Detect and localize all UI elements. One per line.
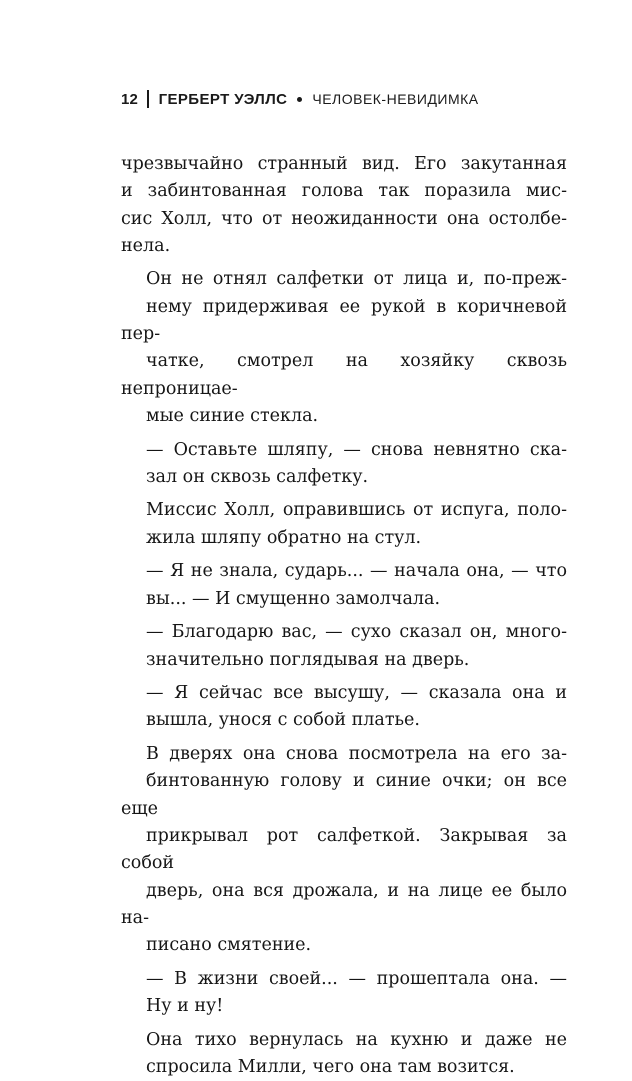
- text-line: и забинтованная голова так поразила мис-: [121, 181, 567, 202]
- paragraph: [121, 437, 567, 492]
- paragraph: [121, 1027, 567, 1081]
- text-line: Он не отнял салфетки от лица и, по-преж-: [146, 269, 567, 290]
- paragraph: [121, 151, 567, 260]
- author-name: ГЕРБЕРТ УЭЛЛС: [158, 90, 288, 108]
- text-line: мые синие стекла.: [146, 405, 319, 426]
- text-line: чрезвычайно странный вид. Его закутанная: [121, 154, 567, 174]
- paragraph: [121, 680, 567, 735]
- text-line: зал он сквозь салфетку.: [146, 466, 369, 487]
- text-line: Ну и ну!: [146, 995, 224, 1016]
- text-line: дверь, она вся дрожала, и на лице ее было на-: [121, 880, 567, 928]
- text-line: Миссис Холл, оправившись от испуга, поло-: [146, 500, 567, 521]
- paragraph: [121, 497, 567, 552]
- text-line: В дверях она снова посмотрела на его за-: [146, 744, 567, 765]
- text-line: прикрывал рот салфеткой. Закрывая за собой: [121, 825, 567, 874]
- text-line: нела.: [121, 235, 171, 256]
- paragraph: [121, 558, 567, 613]
- paragraph: [121, 966, 567, 1021]
- text-line: — Благодарю вас, — сухо сказал он, много-: [146, 622, 567, 643]
- text-line: сис Холл, что от неожиданности она остолбе-: [121, 208, 567, 229]
- text-line: писано смятение.: [146, 935, 312, 956]
- text-line: вышла, унося с собой платье.: [146, 710, 420, 731]
- text-line: — Я не знала, сударь... — начала она, — что: [146, 561, 567, 582]
- text-line: чатке, смотрел на хозяйку сквозь непроницае-: [121, 351, 567, 399]
- text-line: Она тихо вернулась на кухню и даже не: [146, 1029, 567, 1050]
- body-text: [121, 151, 567, 1081]
- book-title: ЧЕЛОВЕК-НЕВИДИМКА: [312, 91, 479, 107]
- text-line: — В жизни своей... — прошептала она. —: [146, 968, 567, 989]
- running-header: [121, 86, 479, 112]
- text-line: — Я сейчас все высушу, — сказала она и: [146, 683, 567, 704]
- header-separator-bar: [147, 90, 149, 108]
- bullet-separator-icon: [297, 97, 302, 102]
- text-line: нему придерживая ее рукой в коричневой пер-: [121, 296, 567, 345]
- text-line: — Оставьте шляпу, — снова невнятно ска-: [146, 439, 567, 460]
- text-line: жила шляпу обратно на стул.: [146, 527, 422, 548]
- page-number: 12: [121, 90, 139, 108]
- paragraph: [121, 266, 567, 430]
- text-line: значительно поглядывая на дверь.: [146, 649, 470, 670]
- paragraph: [121, 619, 567, 674]
- text-line: вы... — И смущенно замолчала.: [146, 588, 441, 609]
- text-line: бинтованную голову и синие очки; он все еще: [121, 771, 567, 819]
- paragraph: [121, 741, 567, 959]
- text-line: спросила Милли, чего она там возится.: [146, 1056, 515, 1077]
